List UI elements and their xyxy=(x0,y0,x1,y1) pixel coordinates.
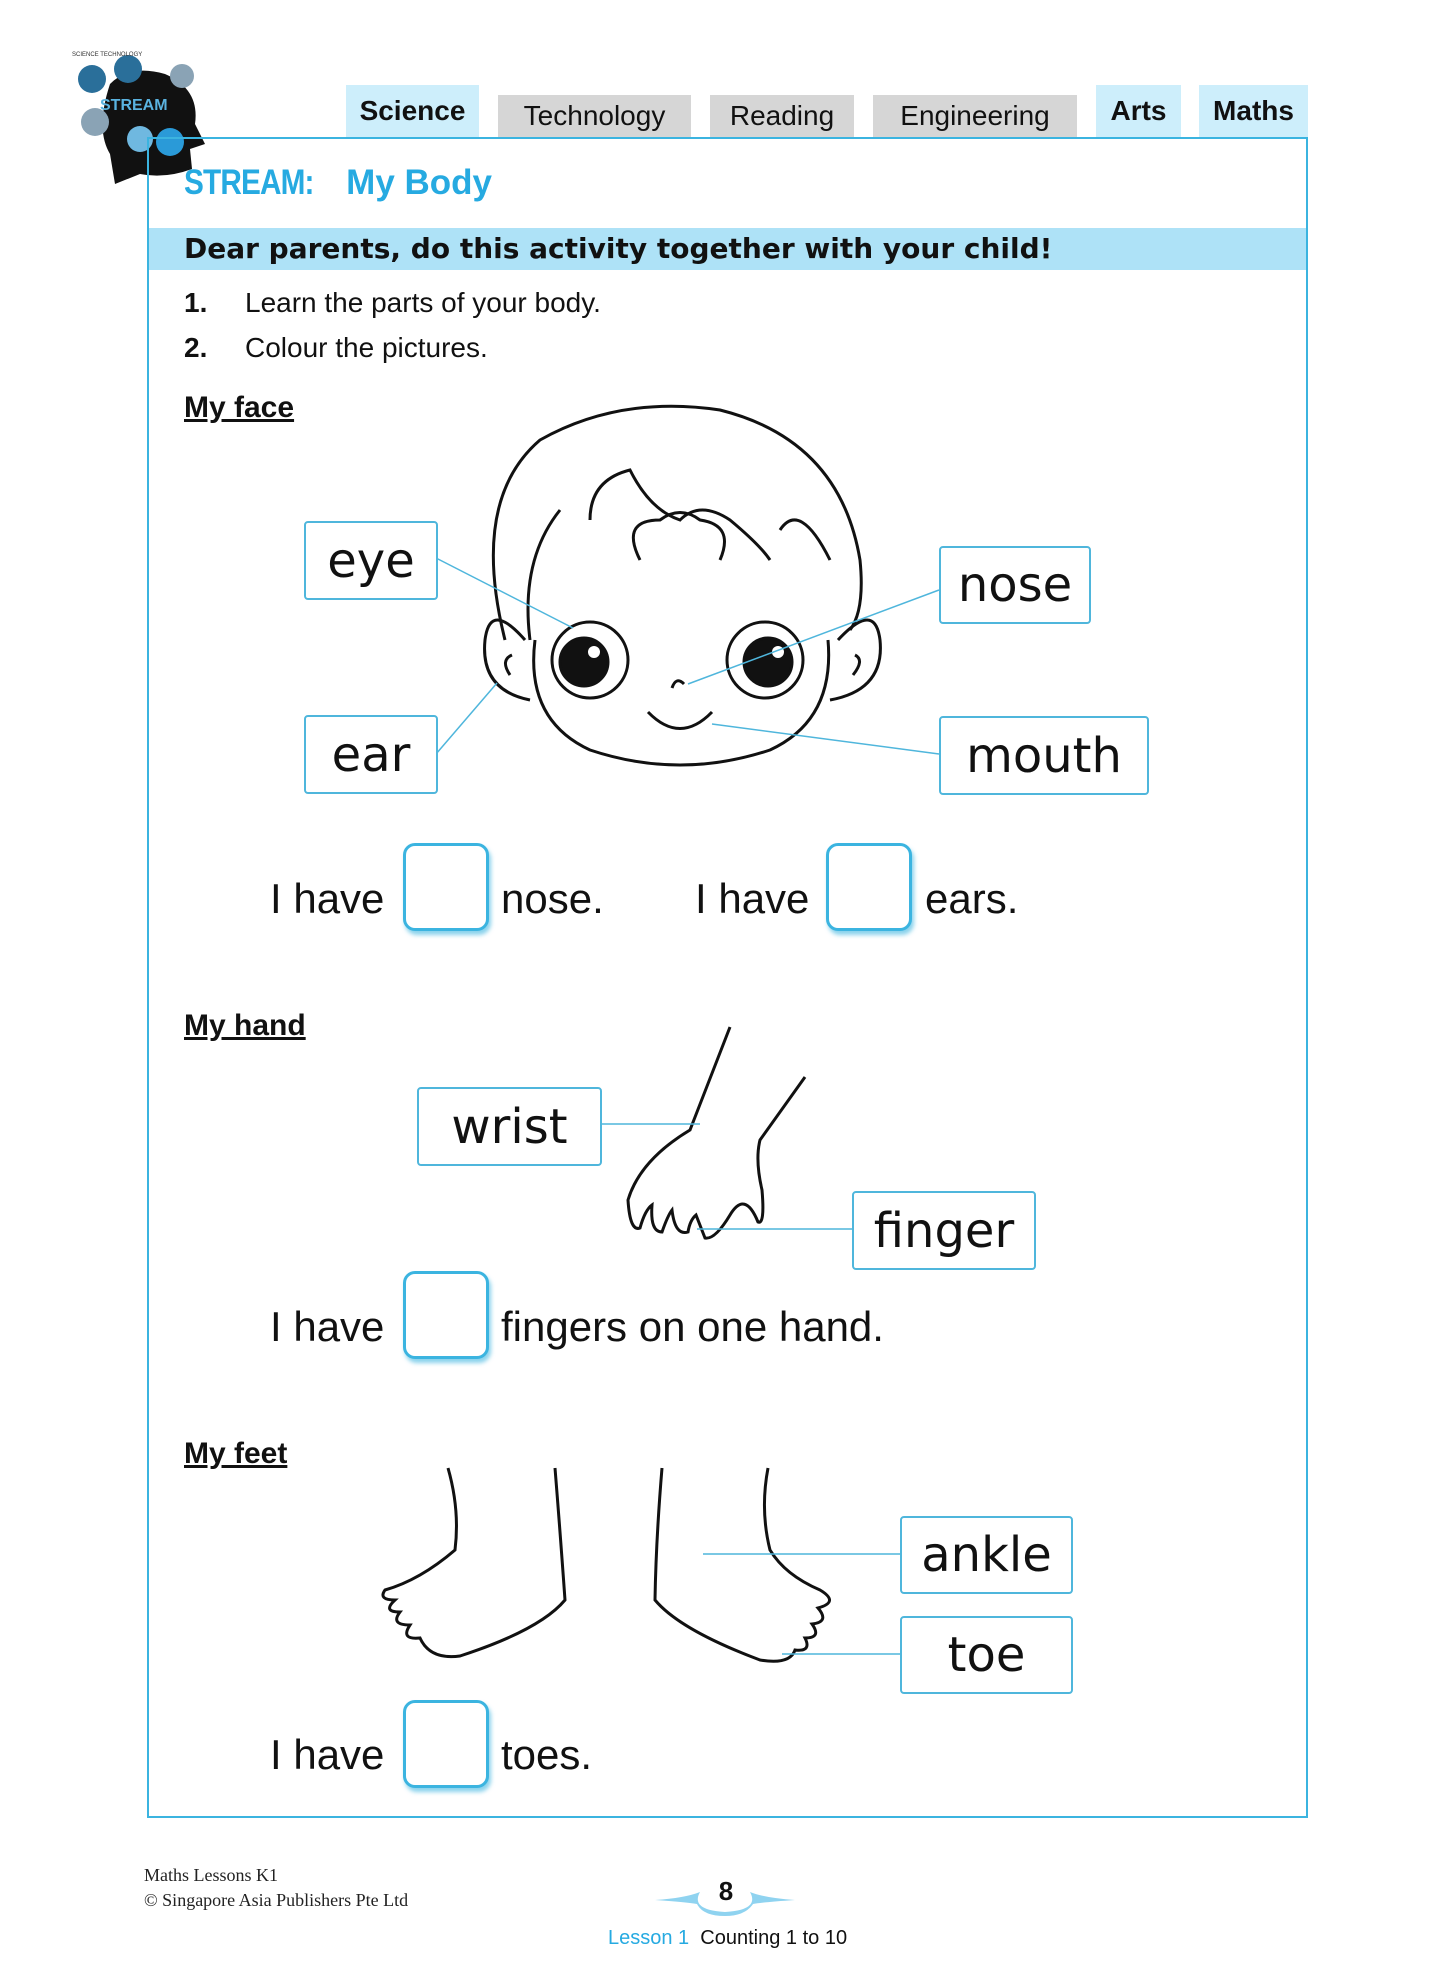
tab-engineering[interactable]: Engineering xyxy=(873,95,1077,137)
instruction-num: 1. xyxy=(184,287,208,318)
tab-reading[interactable]: Reading xyxy=(710,95,854,137)
label-eye: eye xyxy=(304,521,438,600)
answer-box-fingers[interactable] xyxy=(403,1271,489,1359)
heading-my-face: My face xyxy=(184,391,295,424)
copyright: © Singapore Asia Publishers Pte Ltd xyxy=(144,1890,409,1910)
page-number: 8 xyxy=(718,1876,734,1906)
answer-box-toes[interactable] xyxy=(403,1700,489,1788)
label-nose: nose xyxy=(939,546,1091,624)
tab-technology[interactable]: Technology xyxy=(498,95,691,137)
sentence-fingers-post: fingers on one hand. xyxy=(501,1303,884,1350)
sentence-nose-pre: I have xyxy=(270,875,385,922)
label-wrist: wrist xyxy=(417,1087,602,1166)
instruction-text: Colour the pictures. xyxy=(245,332,488,363)
tab-maths[interactable]: Maths xyxy=(1199,85,1308,137)
hand-illustration xyxy=(628,1027,805,1238)
label-ear: ear xyxy=(304,715,438,794)
answer-box-nose[interactable] xyxy=(403,843,489,931)
svg-text:SCIENCE TECHNOLOGY: SCIENCE TECHNOLOGY xyxy=(72,52,143,58)
sentence-ears-post: ears. xyxy=(925,875,1019,922)
label-finger: finger xyxy=(852,1191,1036,1270)
sentence-ears-pre: I have xyxy=(695,875,810,922)
banner-text: Dear parents, do this activity together with your child! xyxy=(184,232,1053,265)
title-topic: My Body xyxy=(346,163,493,202)
feet-illustration xyxy=(383,1468,830,1661)
answer-box-ears[interactable] xyxy=(826,843,912,931)
instruction-text: Learn the parts of your body. xyxy=(245,287,601,318)
sentence-nose-post: nose. xyxy=(501,875,604,922)
instruction-num: 2. xyxy=(184,332,208,363)
lesson-info xyxy=(608,1927,847,1950)
svg-text:STREAM: STREAM xyxy=(100,97,168,114)
label-mouth: mouth xyxy=(939,716,1149,795)
sentence-fingers-pre: I have xyxy=(270,1303,385,1350)
footer-publisher xyxy=(144,1863,408,1913)
lesson-title: Counting 1 to 10 xyxy=(700,1927,848,1949)
heading-my-hand: My hand xyxy=(184,1009,306,1042)
sentence-toes-post: toes. xyxy=(501,1731,593,1778)
tab-arts[interactable]: Arts xyxy=(1096,85,1181,137)
face-illustration xyxy=(485,406,881,765)
label-ankle: ankle xyxy=(900,1516,1073,1594)
tab-science[interactable]: Science xyxy=(346,85,479,137)
heading-my-feet: My feet xyxy=(184,1437,288,1470)
title-prefix: STREAM: xyxy=(184,163,314,202)
book-title: Maths Lessons K1 xyxy=(144,1865,278,1885)
label-toe: toe xyxy=(900,1616,1073,1694)
sentence-toes-pre: I have xyxy=(270,1731,385,1778)
lesson-number: Lesson 1 xyxy=(608,1927,690,1949)
